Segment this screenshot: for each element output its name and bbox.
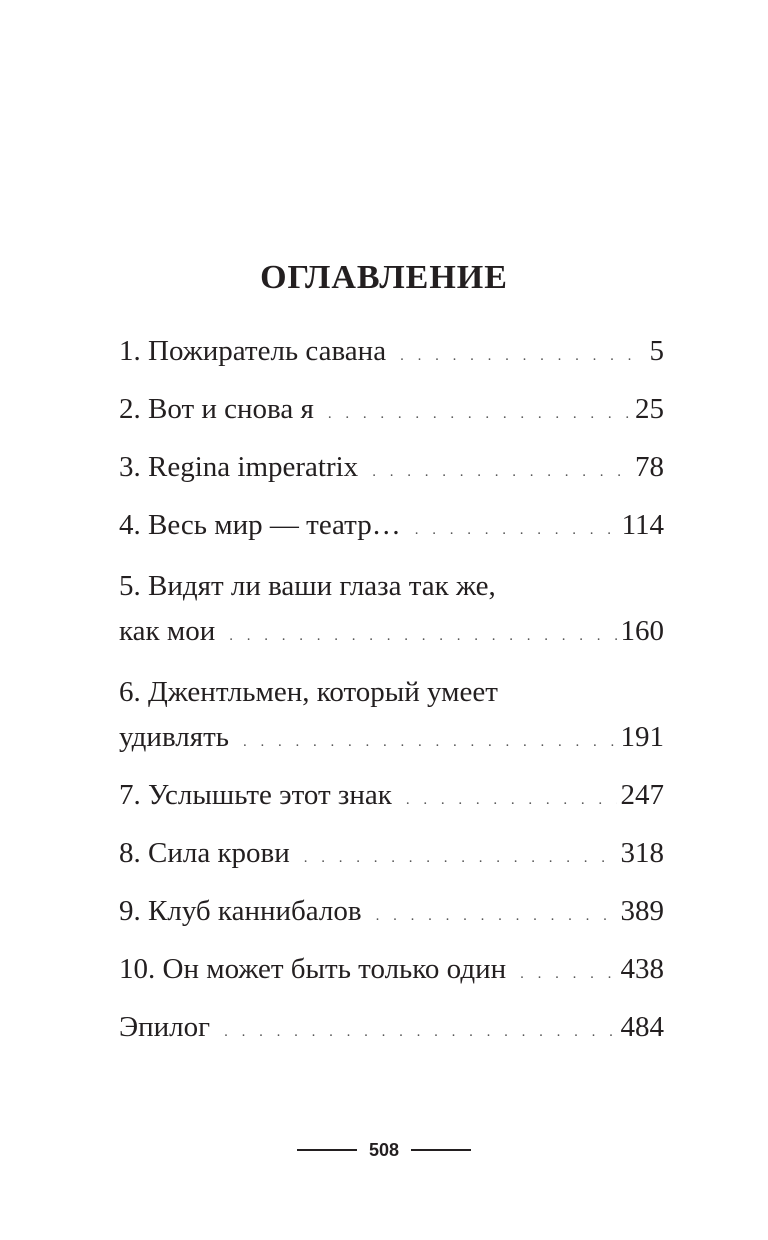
dot-leader [520, 953, 616, 995]
toc-entry [119, 504, 664, 546]
toc-entry [119, 446, 664, 488]
dot-leader [406, 779, 617, 821]
toc-entry-title: 10. Он может быть только один [119, 953, 507, 985]
toc-entry-title: 7. Услышьте этот знак [119, 779, 392, 811]
page-footer [0, 1135, 768, 1165]
toc-entry [119, 388, 664, 430]
toc-entry-page: 25 [635, 393, 664, 425]
toc-entry-page: 247 [620, 779, 664, 811]
toc-entry-title: как мои [119, 615, 216, 647]
toc-entry-title-line: 5. Видят ли ваши глаза так же, [119, 570, 496, 602]
toc-entry-page: 389 [620, 895, 664, 927]
toc-entry-page: 191 [620, 721, 664, 753]
toc-entry [119, 562, 664, 652]
toc-entry-title: 4. Весь мир — театр… [119, 509, 401, 541]
dot-leader [243, 721, 617, 763]
toc-entry-line [119, 1006, 664, 1048]
toc-entry-page: 484 [620, 1011, 664, 1043]
toc-entry [119, 948, 664, 990]
toc-entry-title: 3. Regina imperatrix [119, 451, 359, 483]
toc-entry [119, 774, 664, 816]
toc-entry-line [119, 716, 664, 758]
page-number: 508 [368, 1139, 400, 1160]
footer-rule-left [297, 1149, 357, 1151]
toc-entry-page: 78 [635, 451, 664, 483]
dot-leader [224, 1011, 616, 1053]
toc-entry [119, 330, 664, 372]
toc-entry [119, 1006, 664, 1048]
toc-entry-line [119, 610, 664, 652]
toc-entry-title: 1. Пожиратель савана [119, 335, 387, 367]
toc-entry-line [119, 948, 664, 990]
toc-entry-page: 438 [620, 953, 664, 985]
dot-leader [328, 393, 631, 435]
toc-entry-line [119, 890, 664, 932]
toc-entry-page: 114 [621, 509, 664, 541]
toc-entry-page: 318 [620, 837, 664, 869]
toc-heading: ОГЛАВЛЕНИЕ [260, 259, 508, 296]
toc-entry-page: 160 [620, 615, 664, 647]
toc-entry-title: удивлять [119, 721, 229, 753]
toc-entry-line [119, 774, 664, 816]
dot-leader [400, 335, 645, 377]
dot-leader [376, 895, 617, 937]
toc-entry-title: 8. Сила крови [119, 837, 290, 869]
toc-entry-title: 9. Клуб каннибалов [119, 895, 362, 927]
toc-entry-title: 2. Вот и снова я [119, 393, 314, 425]
toc-entry-line [119, 388, 664, 430]
dot-leader [372, 451, 631, 493]
toc-entry-line [119, 504, 664, 546]
toc-entry [119, 668, 664, 758]
toc-entry-line [119, 330, 664, 372]
toc-entry [119, 832, 664, 874]
dot-leader [415, 509, 618, 551]
toc-entry [119, 890, 664, 932]
toc-entry-page: 5 [649, 335, 664, 367]
dot-leader [304, 837, 617, 879]
toc-entry-title: Эпилог [119, 1011, 211, 1043]
toc-entry-line [119, 446, 664, 488]
toc-entry-line [119, 832, 664, 874]
table-of-contents [119, 330, 664, 1064]
dot-leader [229, 615, 616, 657]
footer-rule-right [411, 1149, 471, 1151]
toc-entry-title-line: 6. Джентльмен, который умеет [119, 676, 498, 708]
